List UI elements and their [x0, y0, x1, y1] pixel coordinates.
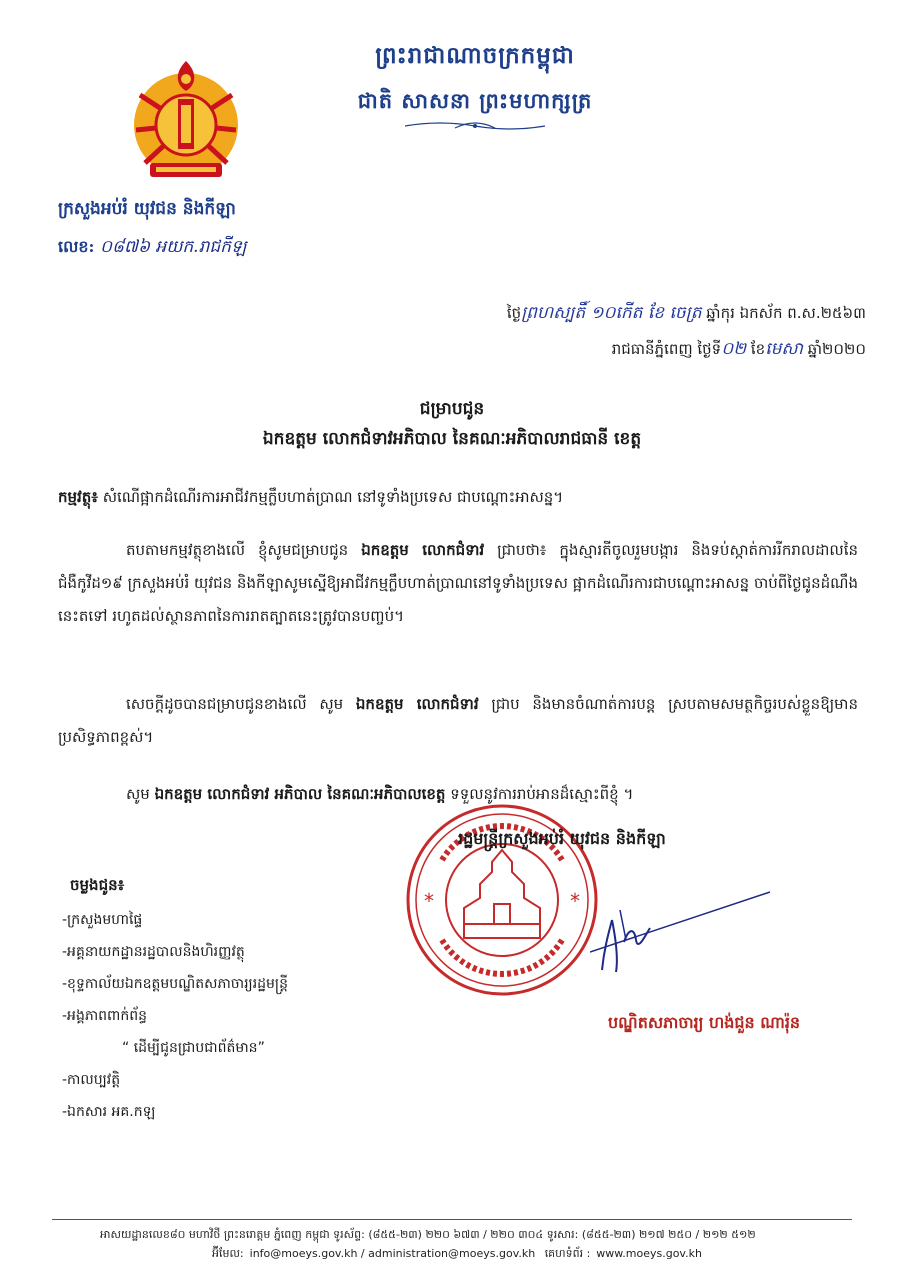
solar-date [612, 338, 866, 363]
handwritten-signature-icon [590, 880, 780, 980]
p2-text-start: សេចក្តីដូចបានជម្រាបជូនខាងលើ សូម [126, 695, 356, 713]
svg-text:*: * [424, 889, 434, 913]
subject-label: កម្មវត្ថុ៖ [58, 488, 98, 506]
kingdom-title: ព្រះរាជាណាចក្រកម្ពុជា [375, 42, 575, 69]
footer-web-label: គេហទំព័រ : [544, 1247, 591, 1260]
addressee-recipients: ឯកឧត្តម លោកជំទាវអភិបាល នៃគណៈអភិបាលរាជធានី ខេត្ត [262, 429, 642, 449]
subject-line [58, 488, 858, 510]
ornament-divider [400, 118, 550, 134]
p1-text-start: តបតាមកម្មវត្ថុខាងលើ ខ្ញុំសូមជម្រាបជូន [126, 541, 362, 559]
reference-number [58, 236, 246, 261]
ministry-emblem-icon [130, 55, 242, 185]
footer-email-label: អ៊ីមែល: [212, 1247, 244, 1260]
p3-text-end: ទទួលនូវការរាប់អានដ៏ស្មោះពីខ្ញុំ ។ [445, 785, 634, 803]
body-paragraph-2 [58, 688, 858, 754]
solar-year: ឆ្នាំ២០២០ [807, 340, 866, 358]
p2-text-bold: ឯកឧត្តម លោកជំទាវ [355, 695, 479, 713]
p1-text-bold: ឯកឧត្តម លោកជំទាវ [361, 541, 485, 559]
cc-item: -ឯកសារ អគ.កឡ [62, 1104, 156, 1120]
cc-title: ចម្លងជូន៖ [70, 876, 125, 894]
lunar-date-handwritten: ព្រហស្បតិ៍ ១០កើត ខែ ចេត្រ [521, 303, 702, 323]
body-paragraph-1 [58, 534, 858, 633]
cc-item: -ខុទ្ទកាល័យឯកឧត្តមបណ្ឌិតសភាចារ្យរដ្ឋមន្ត្រី [62, 976, 288, 992]
lunar-date-suffix: ឆ្នាំកុរ ឯកស័ក ព.ស.២៥៦៣ [706, 304, 866, 322]
footer-address: អាសយដ្ឋានលេខ៨០ មហាវិថី ព្រះនរោត្តម ភ្នំពេញ កម្ពុជា ទូរស័ព្ទ: (៨៥៥-២៣) ២២០ ៦៧៣ / ២២០ ៣០៤ ទូរសារ: (៨៥៥-២៣) ២១៧ ២៥០ / ២១២ ៥១២ [100, 1228, 756, 1241]
footer-divider [52, 1219, 852, 1220]
p3-text-start: សូម [126, 785, 155, 803]
reference-value: ០៨៧៦ អយក.រាជកីឡ [99, 237, 247, 257]
cc-item: -អង្គភាពពាក់ព័ន្ធ [62, 1008, 148, 1024]
solar-day: ០២ [721, 339, 747, 359]
lunar-date [507, 302, 866, 327]
svg-text:*: * [570, 889, 580, 913]
footer-email: info@moeys.gov.kh / administration@moeys.gov.kh [249, 1247, 536, 1260]
cc-item: -ក្រសួងមហាផ្ទៃ [62, 912, 143, 928]
reference-label: លេខ: [58, 237, 95, 256]
cc-item: “ ដើម្បីជូនជ្រាបជាព័ត៌មាន” [122, 1040, 265, 1056]
national-motto: ជាតិ សាសនា ព្រះមហាក្សត្រ [357, 88, 593, 113]
p2-text-end: ជ្រាប និងមានចំណាត់ការបន្ត ស្របតាមសមត្ថកិច្ចរបស់ខ្លួនឱ្យមានប្រសិទ្ធភាពខ្ពស់។ [58, 695, 858, 746]
footer-contacts [212, 1247, 708, 1263]
solar-date-prefix: រាជធានីភ្នំពេញ ថ្ងៃទី [611, 340, 722, 358]
solar-month: មេសា [765, 339, 803, 359]
ministry-name: ក្រសួងអប់រំ យុវជន និងកីឡា [58, 199, 236, 219]
footer-web: www.moeys.gov.kh [596, 1247, 702, 1260]
p1-text-end: ជ្រាបថា៖ ក្នុងស្មារតីចូលរួមបង្ការ និងទប់ស្កាត់ការរីករាលដាលនៃជំងឺកូវីដ១៩ ក្រសួងអប់រំ យុវជន និងកីឡាសូមស្នើឱ្យអាជីវកម្មក្លឹបហាត់ប្រាណនៅទូទាំងប្រទេស ផ្អាកដំណើរការជាបណ្តោះអាសន្ន ចាប់ពីថ្ងៃជូនដំណឹងនេះតទៅ រហូតដល់ស្ថានភាពនៃការរាតត្បាតនេះត្រូវបានបញ្ចប់។ [58, 541, 858, 625]
signer-title: រដ្ឋមន្ត្រីក្រសួងអប់រំ យុវជន និងកីឡា [458, 829, 666, 848]
cc-list [62, 904, 288, 1128]
addressee-heading: ជម្រាបជូន [419, 399, 485, 419]
cc-item: -កាលប្បវត្តិ [62, 1072, 121, 1088]
cc-item: -អគ្គនាយកដ្ឋានរដ្ឋបាលនិងហិរញ្ញវត្ថុ [62, 944, 245, 960]
p3-text-bold: ឯកឧត្តម លោកជំទាវ អភិបាល នៃគណៈអភិបាលខេត្ត [154, 785, 446, 803]
lunar-date-prefix: ថ្ងៃ [506, 304, 522, 322]
subject-text: សំណើផ្អាកដំណើរការអាជីវកម្មក្លឹបហាត់ប្រាណ នៅទូទាំងប្រទេស ជាបណ្តោះអាសន្ន។ [102, 488, 564, 506]
solar-month-label: ខែ [750, 340, 766, 358]
signer-name: បណ្ឌិតសភាចារ្យ ហង់ជួន ណារ៉ុន [608, 1013, 801, 1032]
